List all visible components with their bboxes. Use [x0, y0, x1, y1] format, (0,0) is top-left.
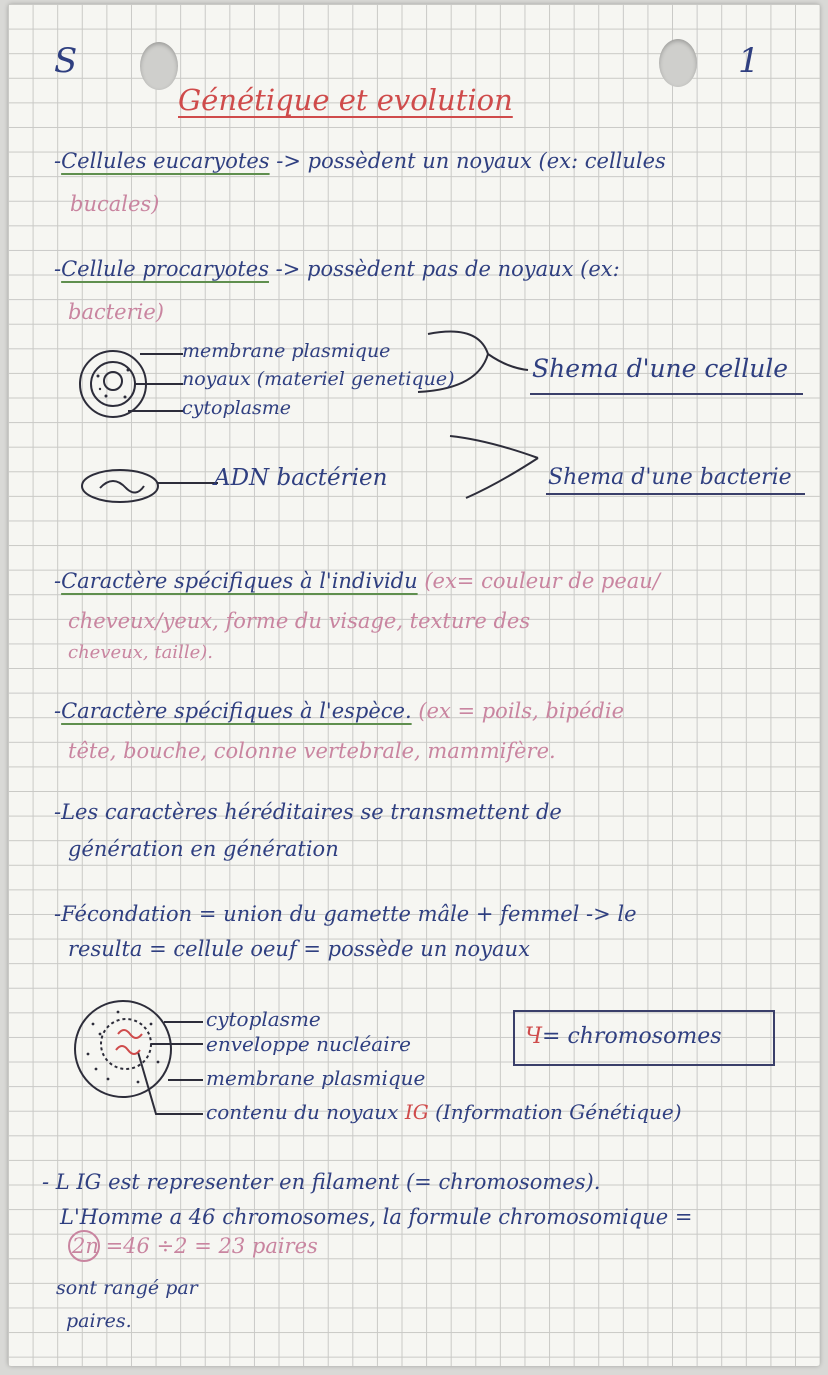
- section7-line1: - L IG est representer en filament (= chromosomes).: [42, 1170, 601, 1194]
- term-individu: Caractère spécifiques à l'individu: [61, 569, 418, 593]
- section3-line1: [54, 571, 660, 592]
- legend-text: = chromosomes: [542, 1024, 722, 1049]
- egg-label-cytoplasme: cytoplasme: [206, 1007, 321, 1031]
- caption-bacterie: Shema d'une bacterie: [548, 465, 792, 490]
- section4-line1: [54, 701, 624, 722]
- section5-line1: -Les caractères héréditaires se transmettent de: [54, 800, 562, 824]
- legend-box: [513, 1010, 775, 1066]
- section2-rest: -> possèdent pas de noyaux (ex:: [275, 257, 620, 281]
- page-number: 1: [738, 41, 760, 81]
- ig-full: (Information Génétique): [435, 1100, 682, 1124]
- section7-note2: paires.: [66, 1310, 132, 1332]
- formula-2n: 2n: [72, 1234, 99, 1258]
- egg-label-contenu: [206, 1102, 682, 1122]
- label-adn-bacterien: ADN bactérien: [214, 465, 388, 491]
- egg-label-contenu-text: contenu du noyaux: [206, 1100, 399, 1124]
- term-eucaryotes: Cellules eucaryotes: [61, 149, 270, 173]
- section3-line3: cheveux, taille).: [68, 642, 213, 663]
- dash: -: [54, 569, 62, 593]
- dash: -: [54, 149, 62, 173]
- section2-line2: bacterie): [68, 300, 164, 324]
- label-membrane: membrane plasmique: [182, 340, 391, 362]
- chromosome-symbol: Ч: [525, 1024, 543, 1049]
- label-cytoplasme: cytoplasme: [182, 397, 292, 419]
- dash: -: [54, 257, 62, 281]
- label-noyaux: noyaux (materiel genetique): [182, 368, 455, 390]
- section4-example: (ex = poils, bipédie: [418, 699, 625, 723]
- caption-cellule: Shema d'une cellule: [532, 354, 789, 383]
- section1-rest: -> possèdent un noyaux (ex: cellules: [276, 149, 666, 173]
- section7-note1: sont rangé par: [56, 1277, 198, 1299]
- chromosome-scribble: [116, 1030, 142, 1054]
- term-espece: Caractère spécifiques à l'espèce.: [61, 699, 412, 723]
- page-title: Génétique et evolution: [178, 83, 513, 117]
- notebook-page: [8, 4, 820, 1366]
- formula-result: =46 ÷2 = 23 paires: [105, 1234, 318, 1258]
- diagrams-svg: [8, 4, 820, 1366]
- egg-label-membrane: membrane plasmique: [206, 1066, 426, 1090]
- section6-line1: -Fécondation = union du gamette mâle + femmel -> le: [54, 902, 637, 926]
- section7-formula: [72, 1236, 318, 1257]
- section7-line2: L'Homme a 46 chromosomes, la formule chromosomique =: [60, 1205, 693, 1229]
- section5-line2: génération en génération: [68, 837, 339, 861]
- ig-abbrev: IG: [404, 1100, 429, 1124]
- section1-line2: bucales): [70, 192, 160, 216]
- section4-line2: tête, bouche, colonne vertebrale, mammifère.: [68, 739, 556, 763]
- egg-label-enveloppe: enveloppe nucléaire: [206, 1032, 411, 1056]
- term-procaryotes: Cellule procaryotes: [61, 257, 269, 281]
- corner-letter: S: [54, 41, 78, 81]
- section6-line2: resulta = cellule oeuf = possède un noyaux: [68, 937, 530, 961]
- section3-example: (ex= couleur de peau/: [424, 569, 660, 593]
- dash: -: [54, 699, 62, 723]
- legend-content: [525, 1026, 722, 1048]
- section3-line2: cheveux/yeux, forme du visage, texture des: [68, 609, 531, 633]
